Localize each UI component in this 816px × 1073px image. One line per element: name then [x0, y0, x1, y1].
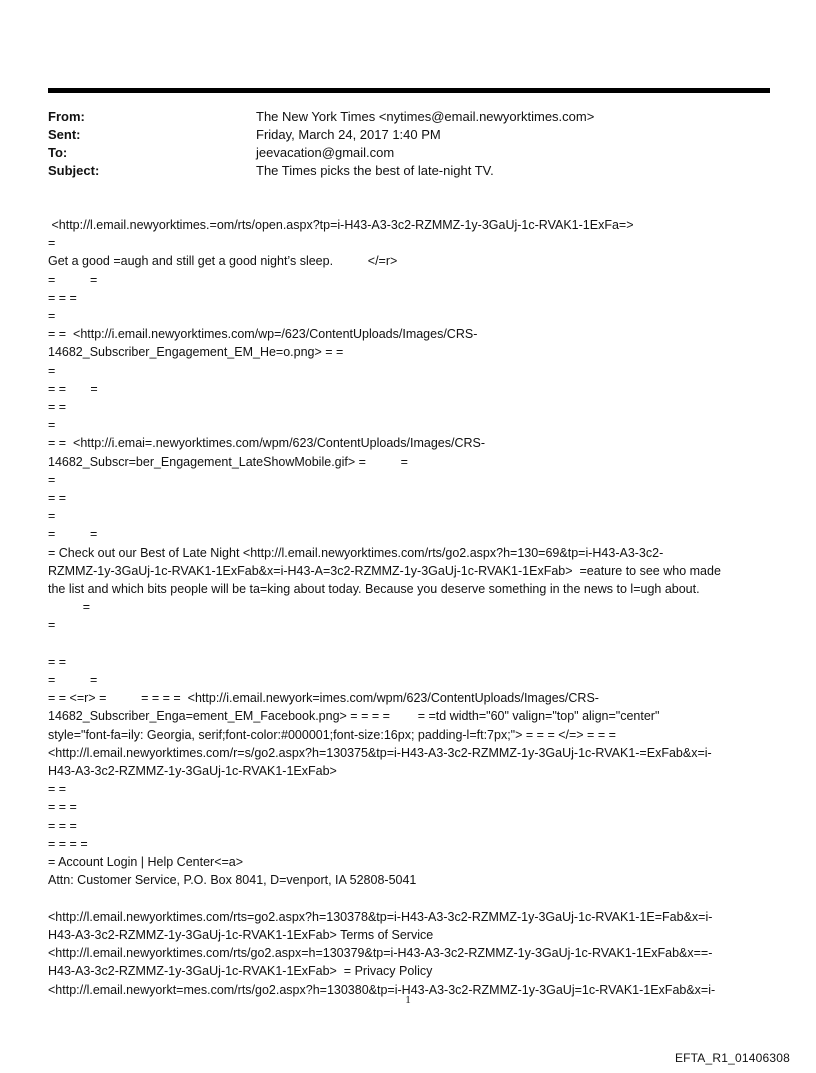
body-line: = = <http://i.email.newyorktimes.com/wp=/623/ContentUploads/Images/CRS- — [48, 327, 478, 342]
header-rule — [48, 88, 770, 93]
body-line: = = — [48, 491, 67, 506]
page-number: 1 — [405, 994, 411, 1006]
body-line: 14682_Subscriber_Enga=ement_EM_Facebook.png> = = = = = =td width="60" valign="top" align="center" — [48, 709, 660, 724]
to-label: To: — [48, 145, 68, 160]
header-row-from — [48, 108, 770, 126]
body-line: <http://l.email.newyorkt=mes.com/rts/go2.aspx?h=130380&tp=i-H43-A3-3c2-RZMMZ-1y-3GaUj=1c-RVAK1-1ExFab&x=i- — [48, 982, 716, 997]
body-line: <http://l.email.newyorktimes.com/rts/go2.aspx=h=130379&tp=i-H43-A3-3c2-RZMMZ-1y-3GaUj-1c-RVAK1-1ExFab&x==- — [48, 946, 713, 961]
header-row-subject — [48, 162, 770, 180]
body-line: = = <http://i.emai=.newyorktimes.com/wpm/623/ContentUploads/Images/CRS- — [48, 436, 485, 451]
sent-value: Friday, March 24, 2017 1:40 PM — [256, 127, 441, 142]
body-line: <http://l.email.newyorktimes.com/rts=go2.aspx?h=130378&tp=i-H43-A3-3c2-RZMMZ-1y-3GaUj-1c-RVAK1-1E=Fab&x=i- — [48, 909, 713, 924]
body-line: = — [48, 509, 56, 524]
body-line: = — [48, 363, 56, 378]
body-line: = — [48, 472, 56, 487]
body-line: = — [48, 618, 56, 633]
body-line: <http://l.email.newyorktimes.com/r=s/go2.aspx?h=130375&tp=i-H43-A3-3c2-RZMMZ-1y-3GaUj-1c-RVAK1-=ExFab&x=i- — [48, 745, 712, 760]
body-line: = — [48, 600, 91, 615]
body-line: = = — [48, 654, 67, 669]
document-id: EFTA_R1_01406308 — [674, 1051, 790, 1065]
from-value: The New York Times <nytimes@email.newyorktimes.com> — [256, 109, 595, 124]
body-line: = — [48, 309, 56, 324]
body-line: Get a good =augh and still get a good night’s sleep. </=r> — [48, 254, 398, 269]
body-line: = = — [48, 272, 98, 287]
body-line: H43-A3-3c2-RZMMZ-1y-3GaUj-1c-RVAK1-1ExFab> Terms of Service — [48, 927, 434, 942]
body-line: = = = — [48, 800, 77, 815]
to-value: jeevacation@gmail.com — [256, 145, 395, 160]
body-line: = = — [48, 673, 98, 688]
body-line: = = — [48, 782, 67, 797]
body-line: H43-A3-3c2-RZMMZ-1y-3GaUj-1c-RVAK1-1ExFab> = Privacy Policy — [48, 964, 433, 979]
body-line: H43-A3-3c2-RZMMZ-1y-3GaUj-1c-RVAK1-1ExFab> — [48, 764, 337, 779]
email-body — [48, 216, 778, 999]
body-line: RZMMZ-1y-3GaUj-1c-RVAK1-1ExFab&x=i-H43-A=3c2-RZMMZ-1y-3GaUj-1c-RVAK1-1ExFab> =eature to see who made — [48, 563, 721, 578]
body-line: style="font-fa=ily: Georgia, serif;font-color:#000001;font-size:16px; padding-l=ft:7px;"> = = = </=> = = = — [48, 727, 616, 742]
body-line — [48, 890, 778, 908]
body-line: <http://l.email.newyorktimes.=om/rts/open.aspx?tp=i-H43-A3-3c2-RZMMZ-1y-3GaUj-1c-RVAK1-1ExFa=> — [48, 218, 634, 232]
sent-label: Sent: — [48, 127, 81, 142]
body-line: = = = = — [48, 836, 88, 851]
body-line: the list and which bits people will be ta=king about today. Because you deserve something in the news to l=ugh about. — [48, 582, 700, 597]
body-line: = = = — [48, 818, 77, 833]
body-line: = — [48, 418, 56, 433]
email-header — [48, 108, 770, 180]
body-line: = = = — [48, 381, 98, 396]
body-line: = = — [48, 527, 98, 542]
body-line: = = — [48, 400, 67, 415]
header-row-sent — [48, 126, 770, 144]
body-line: = Account Login | Help Center<=a> — [48, 855, 244, 870]
body-line: 14682_Subscr=ber_Engagement_LateShowMobile.gif> = = — [48, 454, 408, 469]
from-label: From: — [48, 109, 85, 124]
subject-value: The Times picks the best of late-night TV. — [256, 163, 494, 178]
body-line: = = = — [48, 290, 77, 305]
body-line — [48, 635, 778, 653]
body-line: = Check out our Best of Late Night <http://l.email.newyorktimes.com/rts/go2.aspx?h=130=69&tp=i-H43-A3-3c2- — [48, 545, 664, 560]
body-line: Attn: Customer Service, P.O. Box 8041, D=venport, IA 52808-5041 — [48, 873, 417, 888]
header-row-to — [48, 144, 770, 162]
body-line: = — [48, 236, 56, 251]
body-line: = = <=r> = = = = = <http://i.email.newyork=imes.com/wpm/623/ContentUploads/Images/CRS- — [48, 691, 599, 706]
body-line: 14682_Subscriber_Engagement_EM_He=o.png> = = — [48, 345, 344, 360]
subject-label: Subject: — [48, 163, 100, 178]
